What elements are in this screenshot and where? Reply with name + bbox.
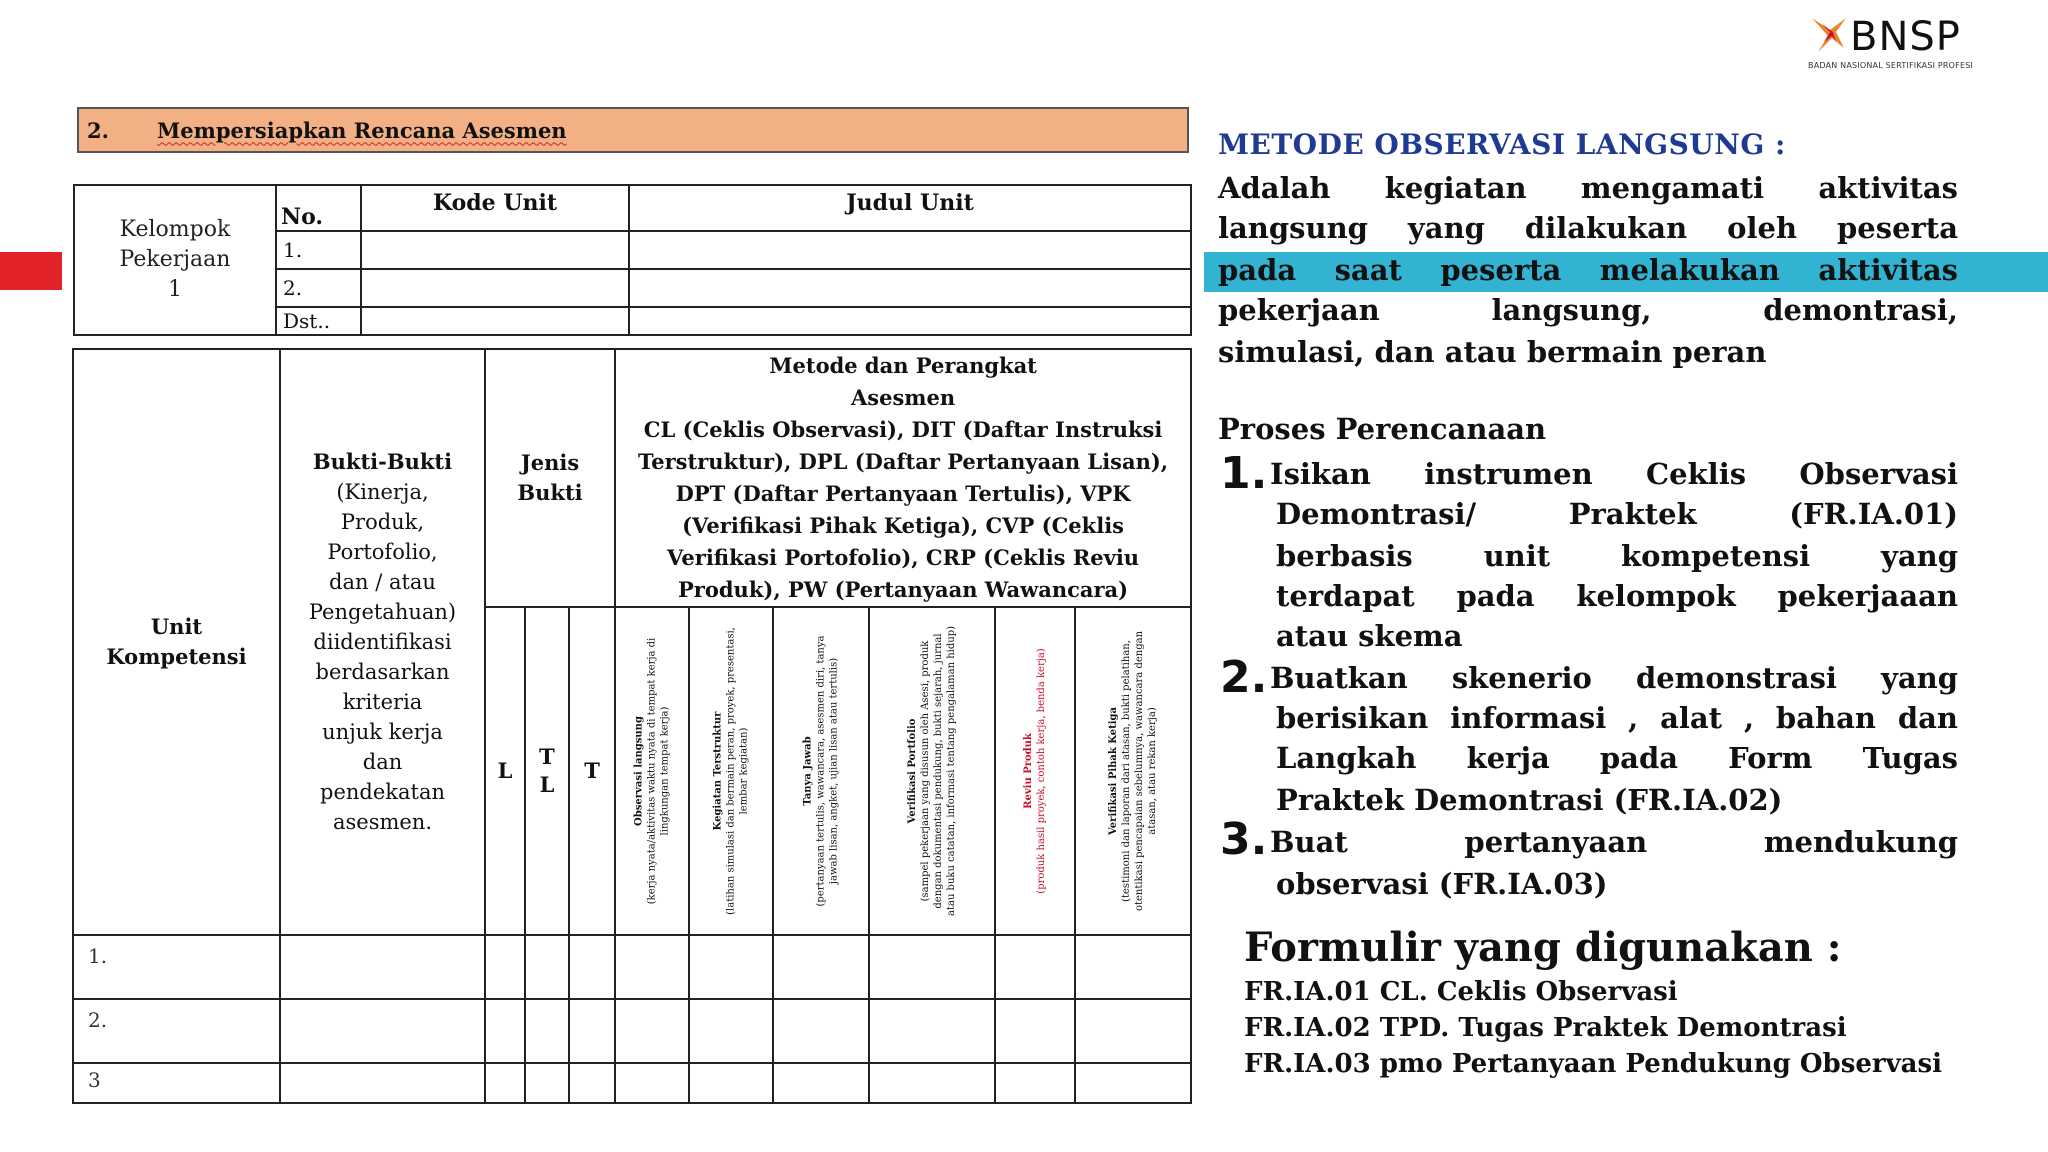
metode-line: CL (Ceklis Observasi), DIT (Daftar Instruksi [643,417,1163,442]
method-title: Tanya Jawab [802,736,814,806]
bukti-line: dan / atau [329,570,436,594]
list-line: Praktek Demontrasi (FR.IA.02) [1276,783,1783,817]
judul-unit-cell[interactable] [629,269,1191,307]
table-row [73,1063,1191,1103]
proses-title: Proses Perencanaan [1218,412,1547,446]
bukti-line: asesmen. [332,810,433,834]
unit-kompetensi-header [73,349,280,935]
table-row [73,999,1191,1063]
kelompok-line: Kelompok [119,217,231,242]
check-cell[interactable] [995,1063,1075,1103]
list-line: Langkah kerja pada Form Tugas [1276,741,1958,775]
header-no: No. [276,185,361,231]
metode-line: Terstruktur), DPL (Daftar Pertanyaan Lisan), [638,449,1169,474]
row-number: 2. [73,999,280,1063]
desc-line: pada saat peserta melakukan aktivitas [1218,253,1958,287]
unit-line: Unit [150,614,203,639]
check-cell[interactable] [689,1063,773,1103]
list-line: terdapat pada kelompok pekerjaaan [1276,579,1958,613]
row-number: 3 [73,1063,280,1103]
bukti-line: Portofolio, [327,540,438,564]
check-cell[interactable] [1075,999,1191,1063]
check-cell[interactable] [615,999,689,1063]
bukti-line: Pengetahuan) [308,600,457,624]
list-number: 2. [1220,652,1268,703]
red-accent-bar [0,252,62,290]
jenis-line: Bukti [517,480,583,505]
rencana-asesmen-table [72,348,1192,1104]
form-item: FR.IA.02 TPD. Tugas Praktek Demontrasi [1244,1013,1847,1043]
list-line: Isikan instrumen Ceklis Observasi [1270,457,1958,491]
check-cell[interactable] [569,935,615,999]
jenis-bukti-header [485,349,615,607]
method-title: Observasi langsung [633,716,645,826]
list-line: berbasis unit kompetensi yang [1276,539,1958,573]
logo-subtitle: BADAN NASIONAL SERTIFIKASI PROFESI [1808,61,1974,70]
bukti-cell[interactable] [280,999,485,1063]
jenis-line: Jenis [520,450,580,475]
method-col-kegiatan [689,607,773,935]
bukti-line: Produk, [340,510,425,534]
check-cell[interactable] [869,1063,995,1103]
metode-header [615,349,1191,607]
list-number: 3. [1220,814,1268,865]
bukti-line: dan [362,750,403,774]
method-desc: (testimoni dan laporan dari atasan, bukti pelatihan, otentikasi pencapaian sebelumnya, wawancara dengan atasan, atau rekan kerja) [1121,630,1159,912]
check-cell[interactable] [569,1063,615,1103]
section-header [77,107,1189,153]
row-number: 1. [73,935,280,999]
bukti-line: (Kinerja, [336,480,429,504]
kode-unit-cell[interactable] [361,269,629,307]
formulir-title: Formulir yang digunakan : [1244,924,1842,971]
bnsp-logo [1806,12,2006,72]
bukti-line: unjuk kerja [322,720,443,744]
section-title: Mempersiapkan Rencana Asesmen [157,117,567,143]
check-cell[interactable] [485,935,525,999]
method-title: Reviu Produk [1023,733,1035,809]
metode-line: Verifikasi Portofolio), CRP (Ceklis Reviu [667,545,1140,570]
method-title: Verifikasi Portfolio [907,718,919,824]
check-cell[interactable] [869,935,995,999]
bukti-header [280,349,485,935]
list-line: berisikan informasi , alat , bahan dan [1276,701,1958,735]
method-col-portfolio [869,607,995,935]
check-cell[interactable] [485,1063,525,1103]
check-cell[interactable] [869,999,995,1063]
method-desc: (produk hasil proyek, contoh kerja, benda kerja) [1036,648,1048,894]
bukti-cell[interactable] [280,1063,485,1103]
method-col-pihak-ketiga [1075,607,1191,935]
form-item: FR.IA.01 CL. Ceklis Observasi [1244,977,1678,1007]
form-item: FR.IA.03 pmo Pertanyaan Pendukung Observasi [1244,1049,1943,1079]
desc-line: pekerjaan langsung, demontrasi, [1218,293,1958,327]
metode-line: Asesmen [850,385,956,410]
check-cell[interactable] [995,999,1075,1063]
section-number: 2. [87,117,109,143]
check-cell[interactable] [689,999,773,1063]
metode-line: (Verifikasi Pihak Ketiga), CVP (Ceklis [682,513,1124,538]
bukti-line: berdasarkan [315,660,450,684]
judul-unit-cell[interactable] [629,231,1191,269]
logo-brand: BNSP [1850,14,1961,60]
bukti-lines [281,477,484,837]
check-cell[interactable] [773,935,869,999]
method-title: Verifikasi Pihak Ketiga [1108,706,1120,836]
metode-line: Produk), PW (Pertanyaan Wawancara) [678,577,1129,602]
check-cell[interactable] [773,999,869,1063]
metode-line: DPT (Daftar Pertanyaan Tertulis), VPK [675,481,1131,506]
check-cell[interactable] [995,935,1075,999]
unit-line: Kompetensi [106,644,247,669]
kode-unit-cell[interactable] [361,231,629,269]
method-desc: (kerja nyata/aktivitas waktu nyata di tempat kerja di lingkungan tempat kerja) [646,637,671,905]
check-cell[interactable] [1075,935,1191,999]
method-desc: (pertanyaan tertulis, wawancara, asesmen diri, tanya jawab lisan, angket, ujian lisan atau tertulis) [815,635,840,907]
jenis-col-l: L [485,607,525,935]
kode-unit-cell[interactable] [361,307,629,335]
list-line: atau skema [1276,619,1463,653]
header-kode-unit: Kode Unit [361,185,629,231]
method-col-observasi [615,607,689,935]
bukti-title: Bukti-Bukti [312,449,453,474]
list-line: Demontrasi/ Praktek (FR.IA.01) [1276,497,1958,531]
method-desc: (latihan simulasi dan bermain peran, proyek, presentasi, lembar kegiatan) [725,627,750,915]
desc-line: simulasi, dan atau bermain peran [1218,335,1767,369]
check-cell[interactable] [615,935,689,999]
header-judul-unit: Judul Unit [629,185,1191,231]
kelompok-label [74,185,276,335]
kelompok-row-no: 2. [276,269,361,307]
desc-line: langsung yang dilakukan oleh peserta [1218,211,1958,245]
check-cell[interactable] [773,1063,869,1103]
method-col-tanya-jawab [773,607,869,935]
list-number: 1. [1220,448,1268,499]
kelompok-line: Pekerjaan [119,247,231,272]
method-desc: (sampel pekerjaan yang disusun oleh Asesi, produk dengan dokumentasi pendukung, bukti sejarah, jurnal atau buku catatan, informasi tentang pengalaman hidup) [920,625,958,916]
bukti-cell[interactable] [280,935,485,999]
bukti-line: diidentifikasi [313,630,452,654]
bukti-line: pendekatan [320,780,445,804]
bukti-line: kriteria [342,690,423,714]
kelompok-row-no: 1. [276,231,361,269]
check-cell[interactable] [525,999,569,1063]
jenis-col-t: T [569,607,615,935]
desc-line: Adalah kegiatan mengamati aktivitas [1218,171,1958,205]
check-cell[interactable] [689,935,773,999]
check-cell[interactable] [525,935,569,999]
judul-unit-cell[interactable] [629,307,1191,335]
check-cell[interactable] [569,999,615,1063]
kelompok-table [73,184,1192,336]
bird-icon [1806,12,1850,56]
kelompok-row-no: Dst.. [276,307,361,335]
metode-title: METODE OBSERVASI LANGSUNG : [1218,128,1786,161]
list-line: Buat pertanyaan mendukung [1270,825,1958,859]
method-title: Kegiatan Terstruktur [712,711,724,831]
list-line: Buatkan skenerio demonstrasi yang [1270,661,1958,695]
check-cell[interactable] [525,1063,569,1103]
check-cell[interactable] [485,999,525,1063]
kelompok-line: 1 [168,277,182,302]
jenis-col-tl: T L [525,607,569,935]
method-col-reviu-produk [995,607,1075,935]
check-cell[interactable] [1075,1063,1191,1103]
metode-line: Metode dan Perangkat [769,353,1037,378]
table-row [73,935,1191,999]
check-cell[interactable] [615,1063,689,1103]
list-line: observasi (FR.IA.03) [1276,867,1608,901]
